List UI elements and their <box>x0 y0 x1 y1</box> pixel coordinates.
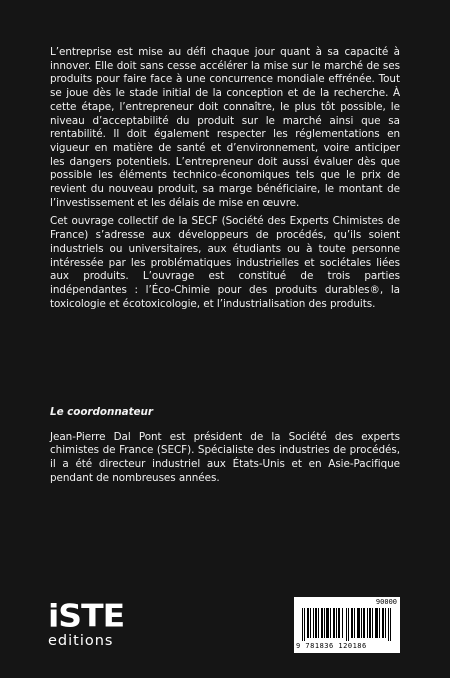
isbn-barcode <box>294 597 400 653</box>
barcode-price-code: 90000 <box>375 598 397 606</box>
logo-subtitle: editions <box>48 633 114 649</box>
description-block <box>50 46 400 316</box>
isbn-digits: 9 781836 120186 <box>296 642 367 650</box>
publisher-logo <box>48 597 138 650</box>
coordinator-bio: Jean-Pierre Dal Pont est président de la Société des experts chimistes de France (SECF). Spécialiste des industries de procédés, il a été directeur industriel aux États-Unis et en Asie-Pacifique pendant de nombreuses années. <box>50 430 400 484</box>
coordinator-heading: Le coordonnateur <box>50 406 153 418</box>
description-paragraph-1: L’entreprise est mise au défi chaque jour quant à sa capacité à innover. Elle doit sans cesse accélérer la mise sur le marché de ses produits pour faire face à une concurrence mondiale effrénée. Tout se joue dès le stade initial de la conception et de la recherche. À cette étape, l’entrepreneur doit connaître, le plus tôt possible, le niveau d’acceptabilité du produit sur le marché ainsi que sa rentabilité. Il doit également respecter les réglementations en vigueur en matière de santé et d’environnement, voire anticiper les dangers potentiels. L’entrepreneur doit aussi évaluer dès que possible les éléments technico-économiques tels que le prix de revient du nouveau produit, sa marge bénéficiaire, le montant de l’investissement et les délais de mise en œuvre. <box>50 46 400 209</box>
barcode-bars <box>302 608 394 641</box>
coordinator-block <box>50 406 400 491</box>
logo-wordmark: iSTE <box>48 597 125 635</box>
description-paragraph-2: Cet ouvrage collectif de la SECF (Société des Experts Chimistes de France) s’adresse aux développeurs de procédés, qu’ils soient industriels ou universitaires, aux étudiants ou à toute personne intéressée par les problématiques industrielles et sociétales liées aux produits. L’ouvrage est constitué de trois parties indépendantes : l’Éco-Chimie pour des produits durables®, la toxicologie et écotoxicologie, et l’industrialisation des produits. <box>50 215 400 310</box>
